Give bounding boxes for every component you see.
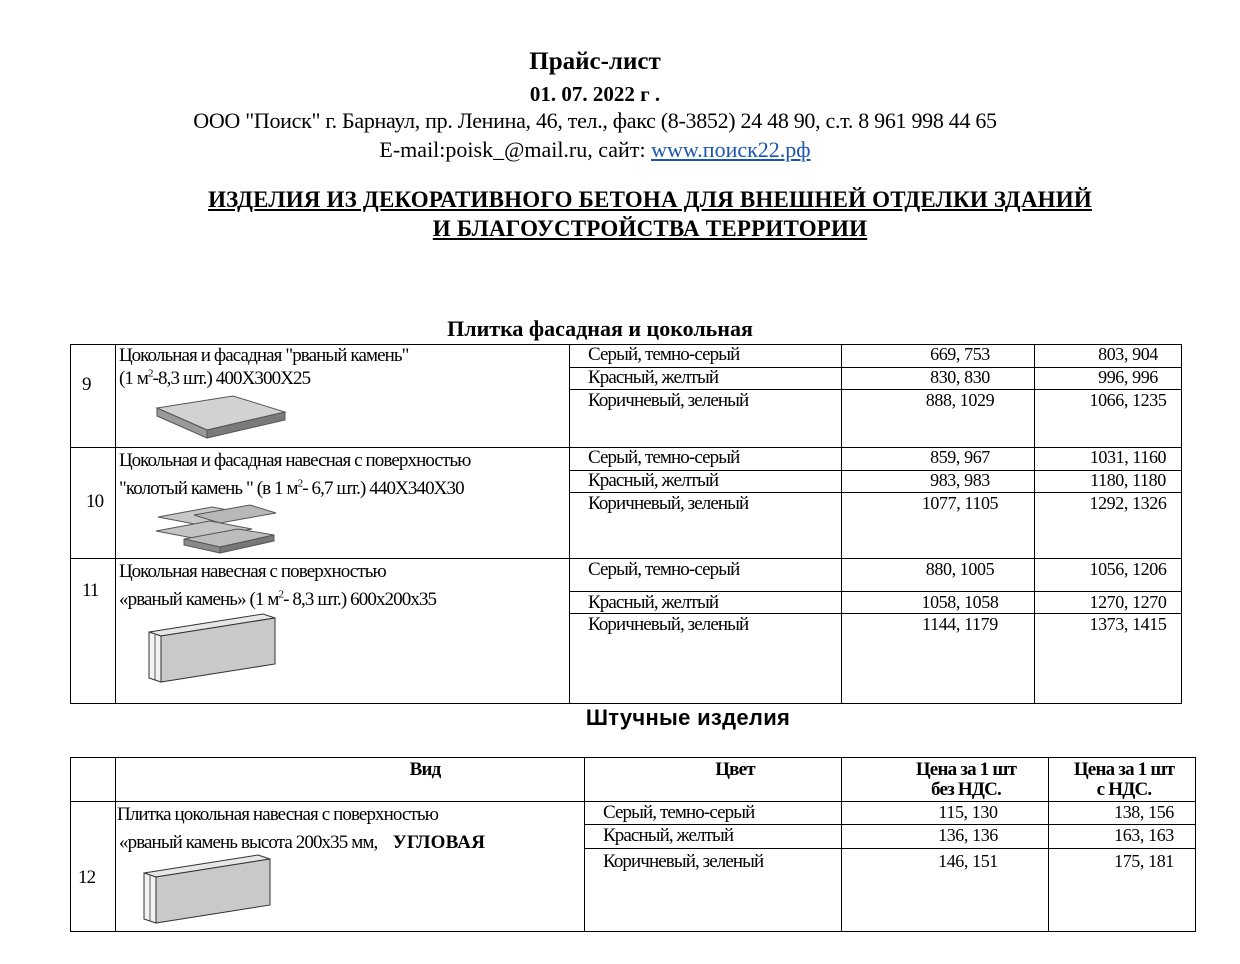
price-with-vat: 996, 996 — [1098, 367, 1158, 387]
price-no-vat: 1077, 1105 — [921, 493, 999, 513]
price-no-vat: 880, 1005 — [925, 559, 995, 579]
section-title-facade-tiles: Плитка фасадная и цокольная — [447, 316, 753, 341]
color-option: Серый, темно-серый — [588, 344, 740, 365]
corner-tile-image — [140, 853, 274, 925]
column-header-price-vat: Цена за 1 шт с НДС. — [1073, 759, 1175, 800]
color-option: Коричневый, зеленый — [588, 614, 749, 635]
price-no-vat: 1144, 1179 — [922, 614, 998, 634]
product-size: «рваный камень» (1 $м^2-$ 8,3 шт.) 600х200х35 — [119, 588, 437, 610]
price-with-vat: 803, 904 — [1098, 344, 1158, 364]
color-option: Красный, желтый — [603, 825, 734, 846]
product-description: Цокольная навесная с поверхностью — [119, 561, 386, 582]
price-with-vat: 1180, 1180 — [1090, 470, 1166, 490]
row-number: 10 — [86, 491, 104, 512]
email-text: E-mail:poisk_@mail.ru, сайт: — [379, 137, 652, 162]
color-option: Красный, желтый — [588, 592, 719, 613]
contact-line — [0, 137, 1190, 163]
price-no-vat: 146, 151 — [938, 851, 998, 871]
price-no-vat: 1058, 1058 — [921, 592, 999, 612]
price-with-vat: 163, 163 — [1114, 825, 1174, 845]
facade-tile-image — [155, 394, 287, 440]
color-option: Коричневый, зеленый — [588, 390, 749, 411]
row-number: 12 — [78, 867, 96, 888]
color-option: Красный, желтый — [588, 367, 719, 388]
product-size: "колотый камень " (в 1 $м^2-$ 6,7 шт.) 440Х340Х30 — [119, 477, 464, 499]
hanging-tile-image — [145, 612, 279, 684]
price-no-vat: 830, 830 — [930, 367, 990, 387]
price-with-vat: 1292, 1326 — [1089, 493, 1167, 513]
price-no-vat: 115, 130 — [938, 802, 998, 822]
color-option: Серый, темно-серый — [588, 447, 740, 468]
product-size: (1 $м^2-8,3$ шт.) 400Х300Х25 — [119, 367, 311, 389]
color-option: Серый, темно-серый — [588, 559, 740, 580]
column-header-price-no-vat: Цена за 1 шт без НДС. — [915, 759, 1017, 800]
row-number: 11 — [82, 580, 99, 601]
price-with-vat: 138, 156 — [1114, 802, 1174, 822]
website-link[interactable]: www.поиск22.рф — [651, 137, 811, 162]
column-header-color: Цвет — [715, 759, 755, 780]
price-with-vat: 1066, 1235 — [1089, 390, 1167, 410]
color-option: Серый, темно-серый — [603, 802, 755, 823]
price-no-vat: 859, 967 — [930, 447, 990, 467]
price-with-vat: 1270, 1270 — [1089, 592, 1167, 612]
price-no-vat: 669, 753 — [930, 344, 990, 364]
price-list-date: 01. 07. 2022 г . — [529, 82, 661, 106]
price-with-vat: 175, 181 — [1114, 851, 1174, 871]
price-no-vat: 136, 136 — [938, 825, 998, 845]
main-heading-line2: И БЛАГОУСТРОЙСТВА ТЕРРИТОРИИ — [432, 216, 868, 241]
main-heading-line1: ИЗДЕЛИЯ ИЗ ДЕКОРАТИВНОГО БЕТОНА ДЛЯ ВНЕШНЕЙ ОТДЕЛКИ ЗДАНИЙ — [208, 187, 1092, 212]
product-description: Плитка цокольная навесная с поверхностью — [117, 804, 438, 825]
price-with-vat: 1031, 1160 — [1089, 447, 1167, 467]
product-description: Цокольная и фасадная навесная с поверхностью — [119, 450, 471, 471]
price-no-vat: 983, 983 — [930, 470, 990, 490]
company-address: ООО "Поиск" г. Барнаул, пр. Ленина, 46, тел., факс (8-3852) 24 48 90, с.т. 8 961 998 44 65 — [193, 108, 997, 133]
price-with-vat: 1373, 1415 — [1089, 614, 1167, 634]
color-option: Коричневый, зеленый — [603, 851, 764, 872]
color-option: Коричневый, зеленый — [588, 493, 749, 514]
price-with-vat: 1056, 1206 — [1089, 559, 1167, 579]
product-description: Цокольная и фасадная "рваный камень" — [119, 345, 409, 366]
price-no-vat: 888, 1029 — [925, 390, 995, 410]
section-title-piece-products: Штучные изделия — [585, 705, 791, 730]
row-number: 9 — [82, 374, 91, 395]
page-title: Прайс-лист — [529, 48, 661, 75]
column-header-kind: Вид — [409, 759, 441, 780]
product-size: «рваный камень высота 200х35 мм, УГЛОВАЯ — [119, 832, 486, 853]
color-option: Красный, желтый — [588, 470, 719, 491]
chipped-stone-tile-image — [154, 503, 278, 557]
